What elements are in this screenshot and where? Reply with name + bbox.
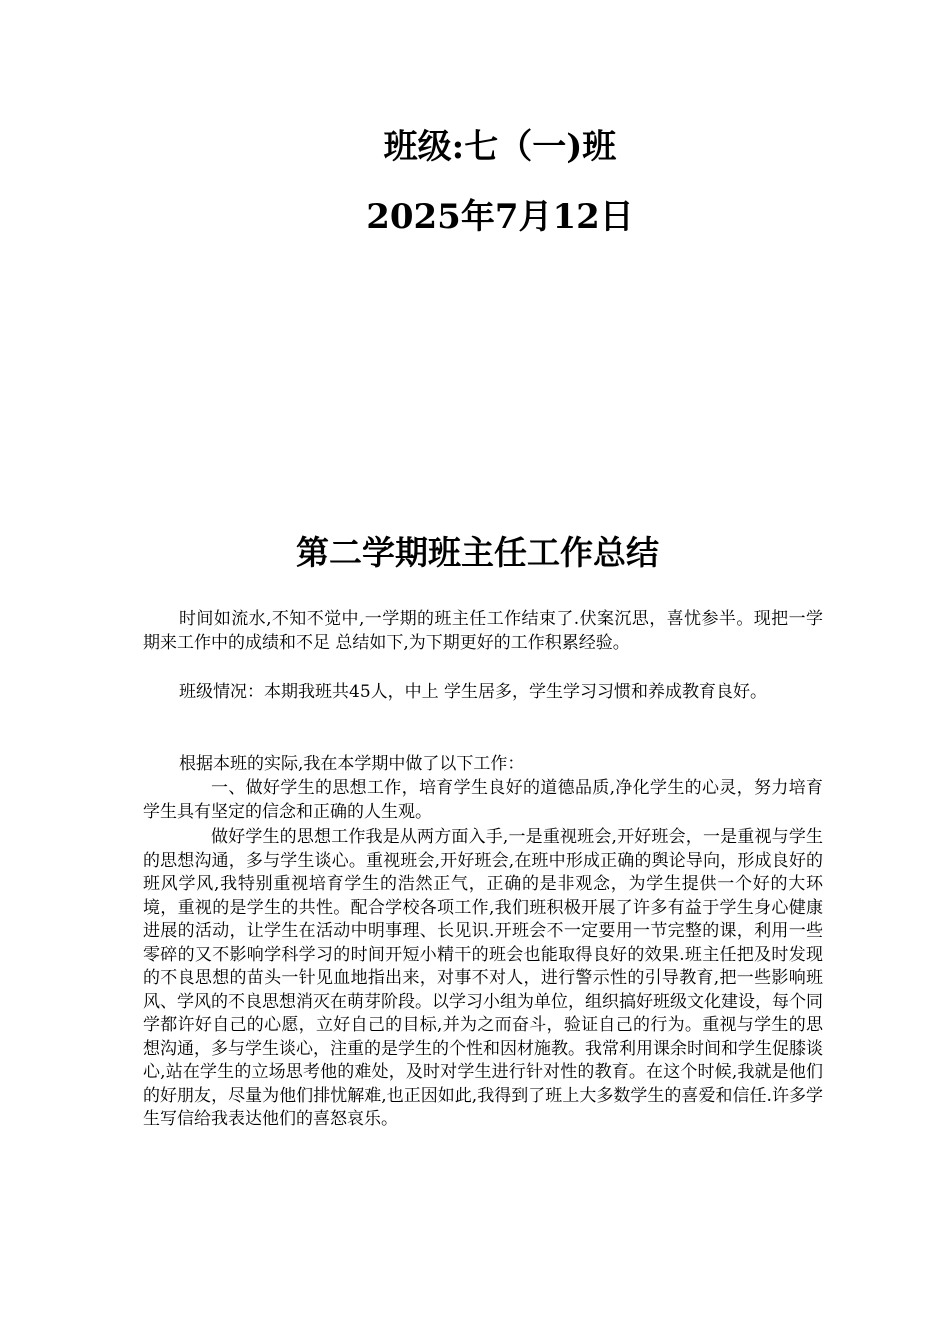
paragraph-section-one-heading: 一、做好学生的思想工作，培育学生良好的道德品质,净化学生的心灵，努力培育学生具有坚定的信念和正确的人生观。 xyxy=(143,778,823,822)
cover-date-line: 2025年7月12日 xyxy=(366,197,634,237)
document-title: 第二学期班主任工作总结 xyxy=(296,533,659,572)
cover-class-line: 班级:七（一)班 xyxy=(383,127,617,167)
paragraph-class-situation: 班级情况：本期我班共45人，中上 学生居多，学生学习习惯和养成教育良好。 xyxy=(179,682,768,702)
paragraph-section-one-body: 做好学生的思想工作我是从两方面入手,一是重视班会,开好班会，一是重视与学生的思想沟通，多与学生谈心。重视班会,开好班会,在班中形成正确的舆论导向，形成良好的班风学风,我特别重视培育学生的浩然正气，正确的是非观念，为学生提供一个好的大环境，重视的是学生的共性。配合学校各项工作,我们班积极开展了许多有益于学生身心健康进展的活动，让学生在活动中明事理、长见识.开班会不一定要用一节完整的课，利用一些零碎的又不影响学科学习的时间开短小精干的班会也能取得良好的效果.班主任把及时发现的不良思想的苗头一针见血地指出来，对事不对人，进行警示性的引导教育,把一些影响班风、学风的不良思想消灭在萌芽阶段。以学习小组为单位，组织搞好班级文化建设，每个同学都许好自己的心愿，立好自己的目标,并为之而奋斗，验证自己的行为。重视与学生的思想沟通，多与学生谈心，注重的是学生的个性和因材施教。我常利用课余时间和学生促膝谈心,站在学生的立场思考他的难处，及时对学生进行针对性的教育。在这个时候,我就是他们的好朋友，尽量为他们排忧解难,也正因如此,我得到了班上大多数学生的喜爱和信任.许多学生写信给我表达他们的喜怒哀乐。 xyxy=(143,827,823,1129)
paragraph-intro: 时间如流水,不知不觉中,一学期的班主任工作结束了.伏案沉思，喜忧参半。现把一学期来工作中的成绩和不足 总结如下,为下期更好的工作积累经验。 xyxy=(143,609,823,653)
paragraph-work-lead: 根据本班的实际,我在本学期中做了以下工作： xyxy=(179,754,525,774)
